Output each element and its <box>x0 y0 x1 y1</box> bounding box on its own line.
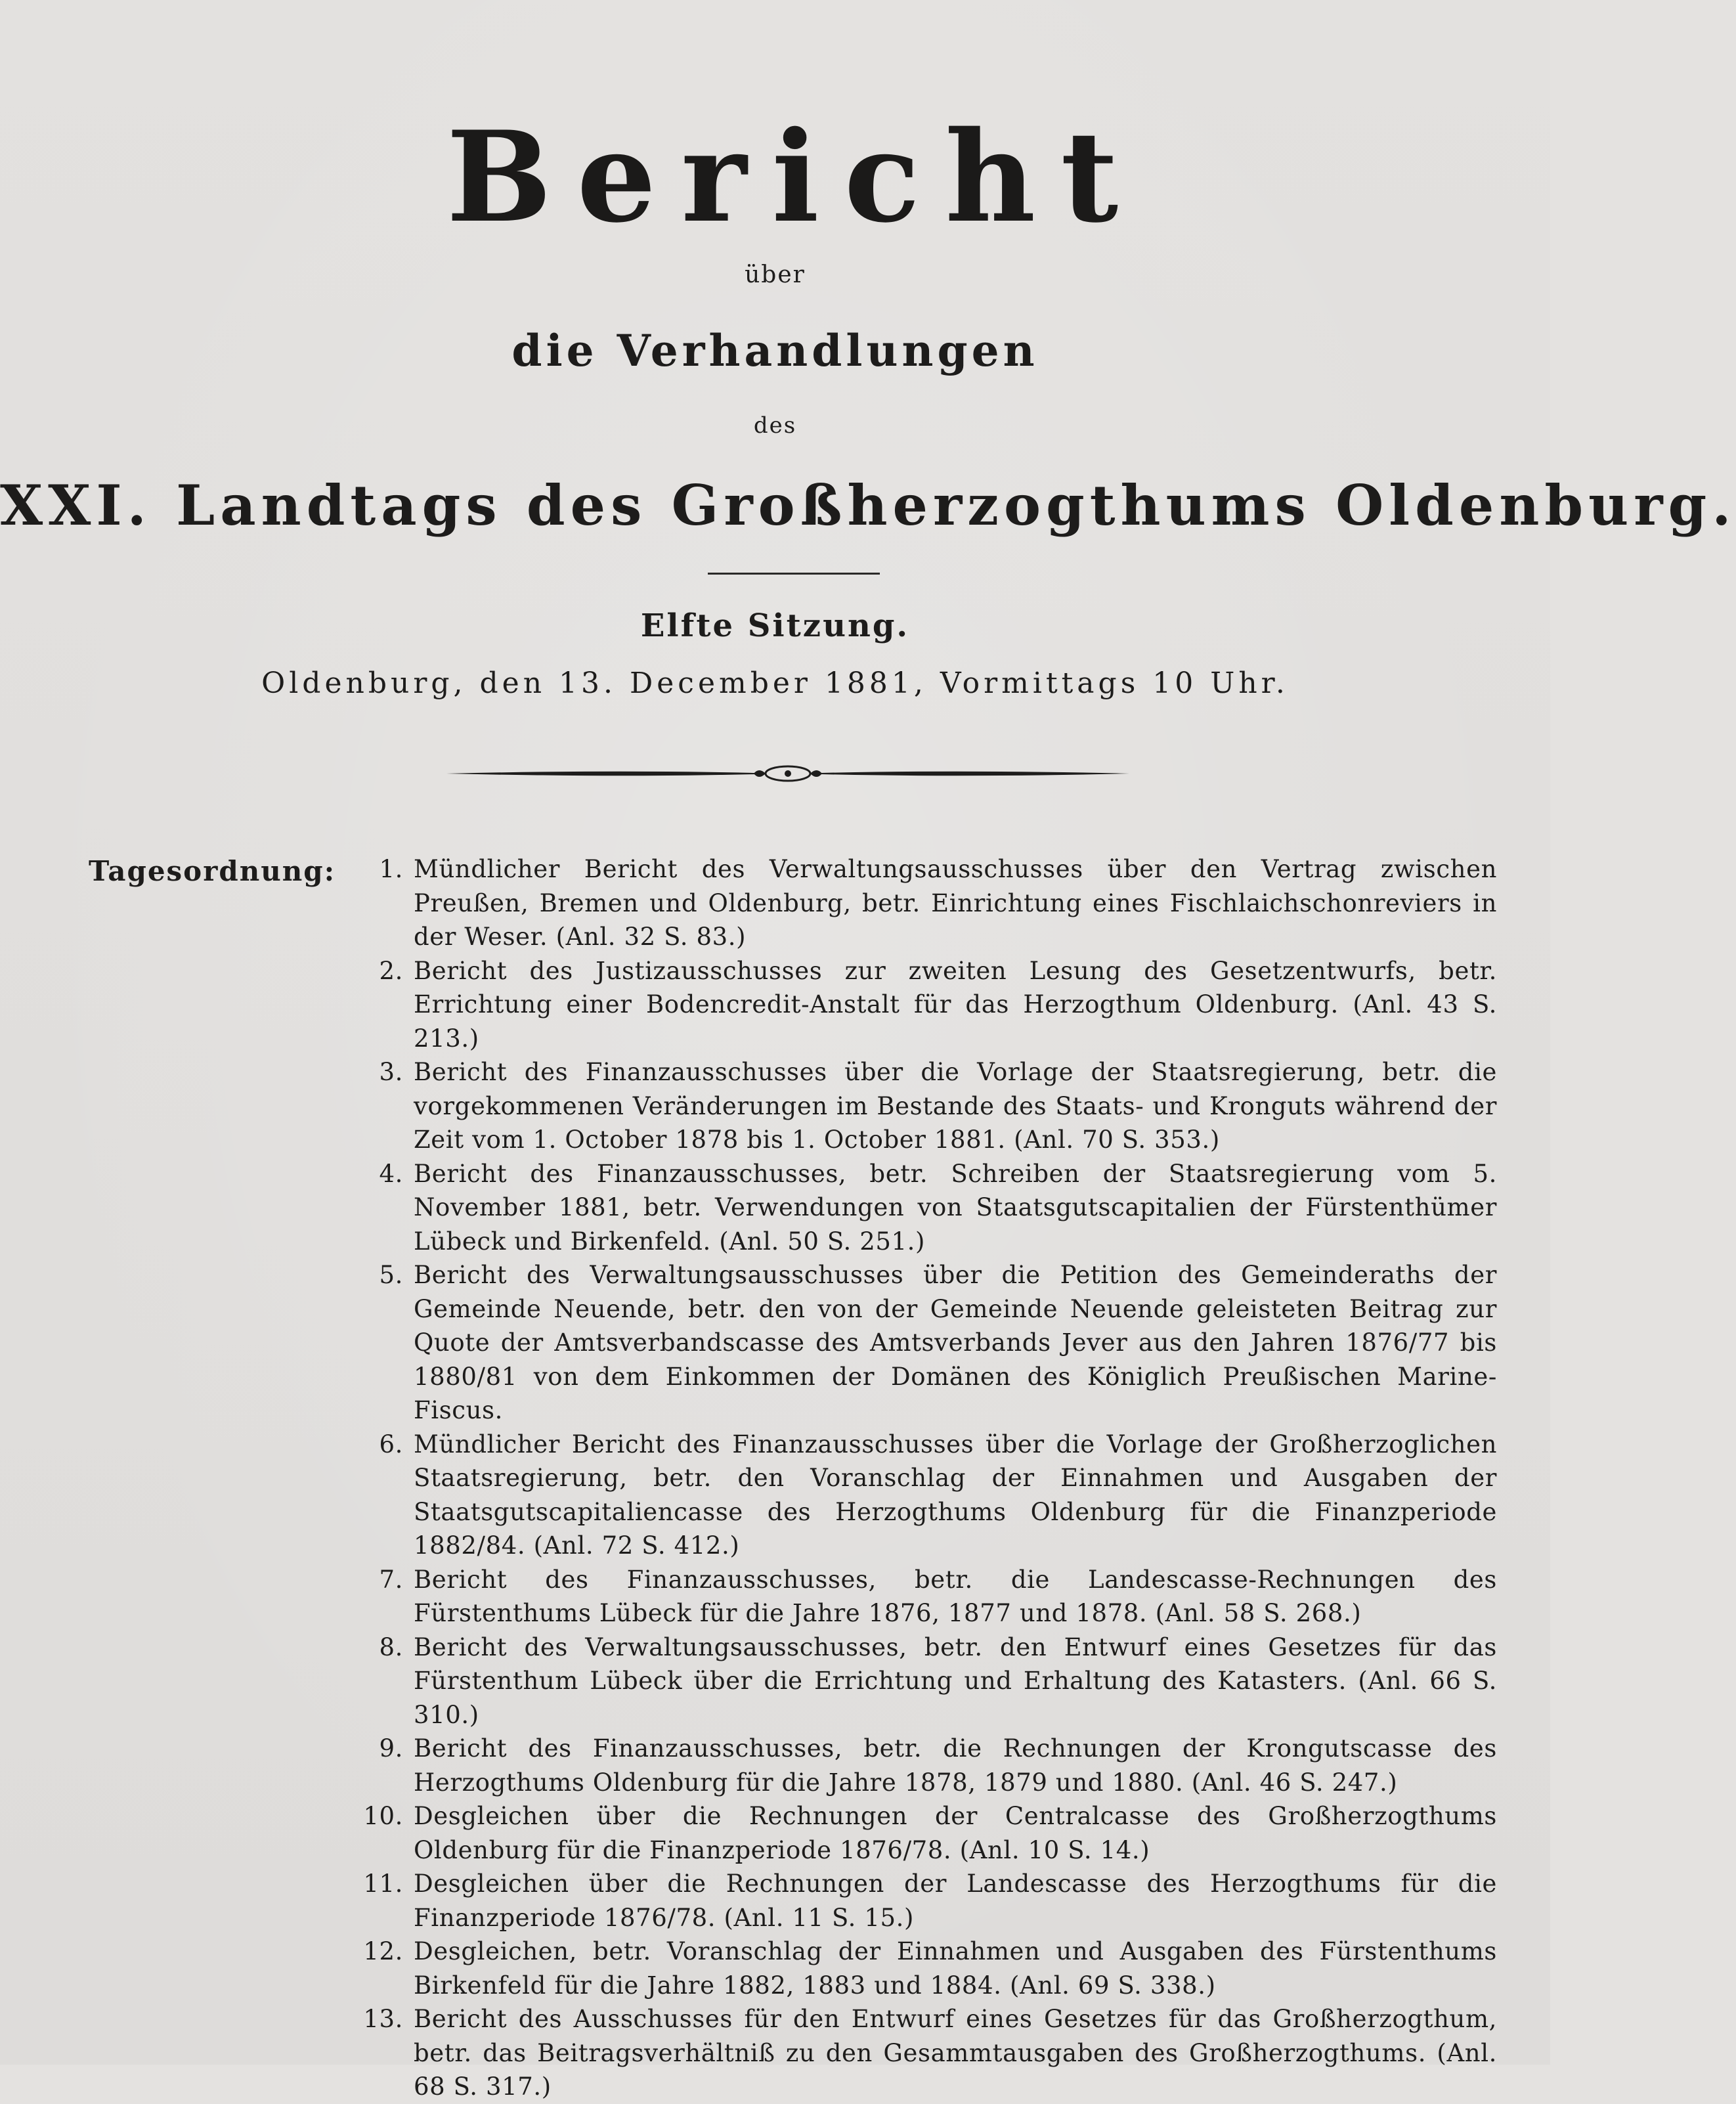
agenda-item-number: 1. <box>379 855 403 883</box>
agenda-item <box>348 1732 1497 1799</box>
agenda-item-text: Bericht des Finanzausschusses über die Vorlage der Staatsregierung, betr. die vorgekommenen Veränderungen im Bestande des Staats- und Kronguts während der Zeit vom 1. October 1878 bis 1. October 1881. (Anl. 70 S. 353.) <box>414 1058 1497 1154</box>
agenda-list <box>348 852 1497 2104</box>
session-date: Oldenburg, den 13. December 1881, Vormittags 10 Uhr. <box>261 667 1289 700</box>
agenda-item-text: Desgleichen, betr. Voranschlag der Einnahmen und Ausgaben des Fürstenthums Birkenfeld für die Jahre 1882, 1883 und 1884. (Anl. 69 S. 338.) <box>414 1937 1497 2000</box>
agenda-item-number: 2. <box>379 956 403 985</box>
agenda-item-text: Bericht des Ausschusses für den Entwurf eines Gesetzes für das Großherzogthum, betr. das Beitragsverhältniß zu den Gesammtausgaben des Großherzogthums. (Anl. 68 S. 317.) <box>414 2005 1497 2101</box>
agenda-item-number: 9. <box>379 1734 403 1763</box>
agenda-item-text: Mündlicher Bericht des Verwaltungsausschusses über den Vertrag zwischen Preußen, Bremen und Oldenburg, betr. Einrichtung eines Fischlaichschonreviers in der Weser. (Anl. 32 S. 83.) <box>414 855 1497 951</box>
agenda-item <box>348 852 1497 954</box>
article-des: des <box>753 412 797 439</box>
agenda-item <box>348 1867 1497 1935</box>
agenda-item-text: Bericht des Verwaltungsausschusses über die Petition des Gemeinderaths der Gemeinde Neuende, betr. den von der Gemeinde Neuende geleisteten Beitrag zur Quote der Amtsverbandscasse des Amtsverbands Jever aus den Jahren 1876/77 bis 1880/81 von dem Einkommen der Domänen des Königlich Preußischen Marine-Fiscus. <box>414 1261 1497 1424</box>
agenda-item-text: Bericht des Finanzausschusses, betr. Schreiben der Staatsregierung vom 5. November 1881, betr. Verwendungen von Staatsgutscapitalien der Fürstenthümer Lübeck und Birkenfeld. (Anl. 50 S. 251.) <box>414 1159 1497 1256</box>
agenda-item <box>348 1258 1497 1428</box>
agenda-item <box>348 1055 1497 1157</box>
agenda-item-text: Bericht des Verwaltungsausschusses, betr. den Entwurf eines Gesetzes für das Fürstenthum Lübeck über die Errichtung und Erhaltung des Katasters. (Anl. 66 S. 310.) <box>414 1633 1497 1729</box>
agenda-item-number: 3. <box>379 1058 403 1086</box>
short-divider <box>708 573 880 575</box>
agenda-item <box>348 2002 1497 2104</box>
agenda-item <box>348 1799 1497 1867</box>
agenda-item-text: Bericht des Finanzausschusses, betr. die Rechnungen der Krongutscasse des Herzogthums Oldenburg für die Jahre 1878, 1879 und 1880. (Anl. 46 S. 247.) <box>414 1734 1497 1797</box>
agenda-item <box>348 1157 1497 1259</box>
session-title: Elfte Sitzung. <box>640 607 910 644</box>
agenda-item <box>348 1428 1497 1563</box>
agenda-item-number: 6. <box>379 1430 403 1458</box>
agenda-item-number: 13. <box>363 2005 403 2033</box>
agenda-item-text: Desgleichen über die Rechnungen der Centralcasse des Großherzogthums Oldenburg für die Finanzperiode 1876/78. (Anl. 10 S. 14.) <box>414 1802 1497 1864</box>
agenda-item-number: 10. <box>363 1802 403 1830</box>
subtitle: die Verhandlungen <box>511 325 1039 376</box>
landtag-heading: XXI. Landtags des Großherzogthums Oldenburg. <box>0 473 1736 538</box>
agenda-item-text: Bericht des Justizausschusses zur zweiten Lesung des Gesetzentwurfs, betr. Errichtung einer Bodencredit-Anstalt für das Herzogthum Oldenburg. (Anl. 43 S. 213.) <box>414 956 1497 1053</box>
agenda-item-text: Desgleichen über die Rechnungen der Landescasse des Herzogthums für die Finanzperiode 1876/78. (Anl. 11 S. 15.) <box>414 1870 1497 1932</box>
agenda-item-text: Bericht des Finanzausschusses, betr. die Landescasse-Rechnungen des Fürstenthums Lübeck für die Jahre 1876, 1877 und 1878. (Anl. 58 S. 268.) <box>414 1565 1497 1627</box>
agenda-label: Tagesordnung: <box>89 855 336 887</box>
agenda-item-number: 5. <box>379 1261 403 1289</box>
agenda-item-number: 11. <box>363 1870 403 1898</box>
agenda-item-number: 12. <box>363 1937 403 1965</box>
agenda-item-number: 8. <box>379 1633 403 1661</box>
ornamental-divider <box>446 762 1129 785</box>
agenda-item <box>348 1935 1497 2002</box>
agenda-item <box>348 954 1497 1056</box>
agenda-item-text: Mündlicher Bericht des Finanzausschusses über die Vorlage der Großherzoglichen Staatsregierung, betr. den Voranschlag der Einnahmen und Ausgaben der Staatsgutscapitaliencasse des Herzogthums Oldenburg für die Finanzperiode 1882/84. (Anl. 72 S. 412.) <box>414 1430 1497 1560</box>
agenda-item-number: 7. <box>379 1565 403 1594</box>
agenda-item-number: 4. <box>379 1159 403 1188</box>
agenda-item <box>348 1631 1497 1732</box>
agenda-item <box>348 1563 1497 1631</box>
preposition-ueber: über <box>745 261 806 288</box>
page-title: Bericht <box>446 104 1144 250</box>
